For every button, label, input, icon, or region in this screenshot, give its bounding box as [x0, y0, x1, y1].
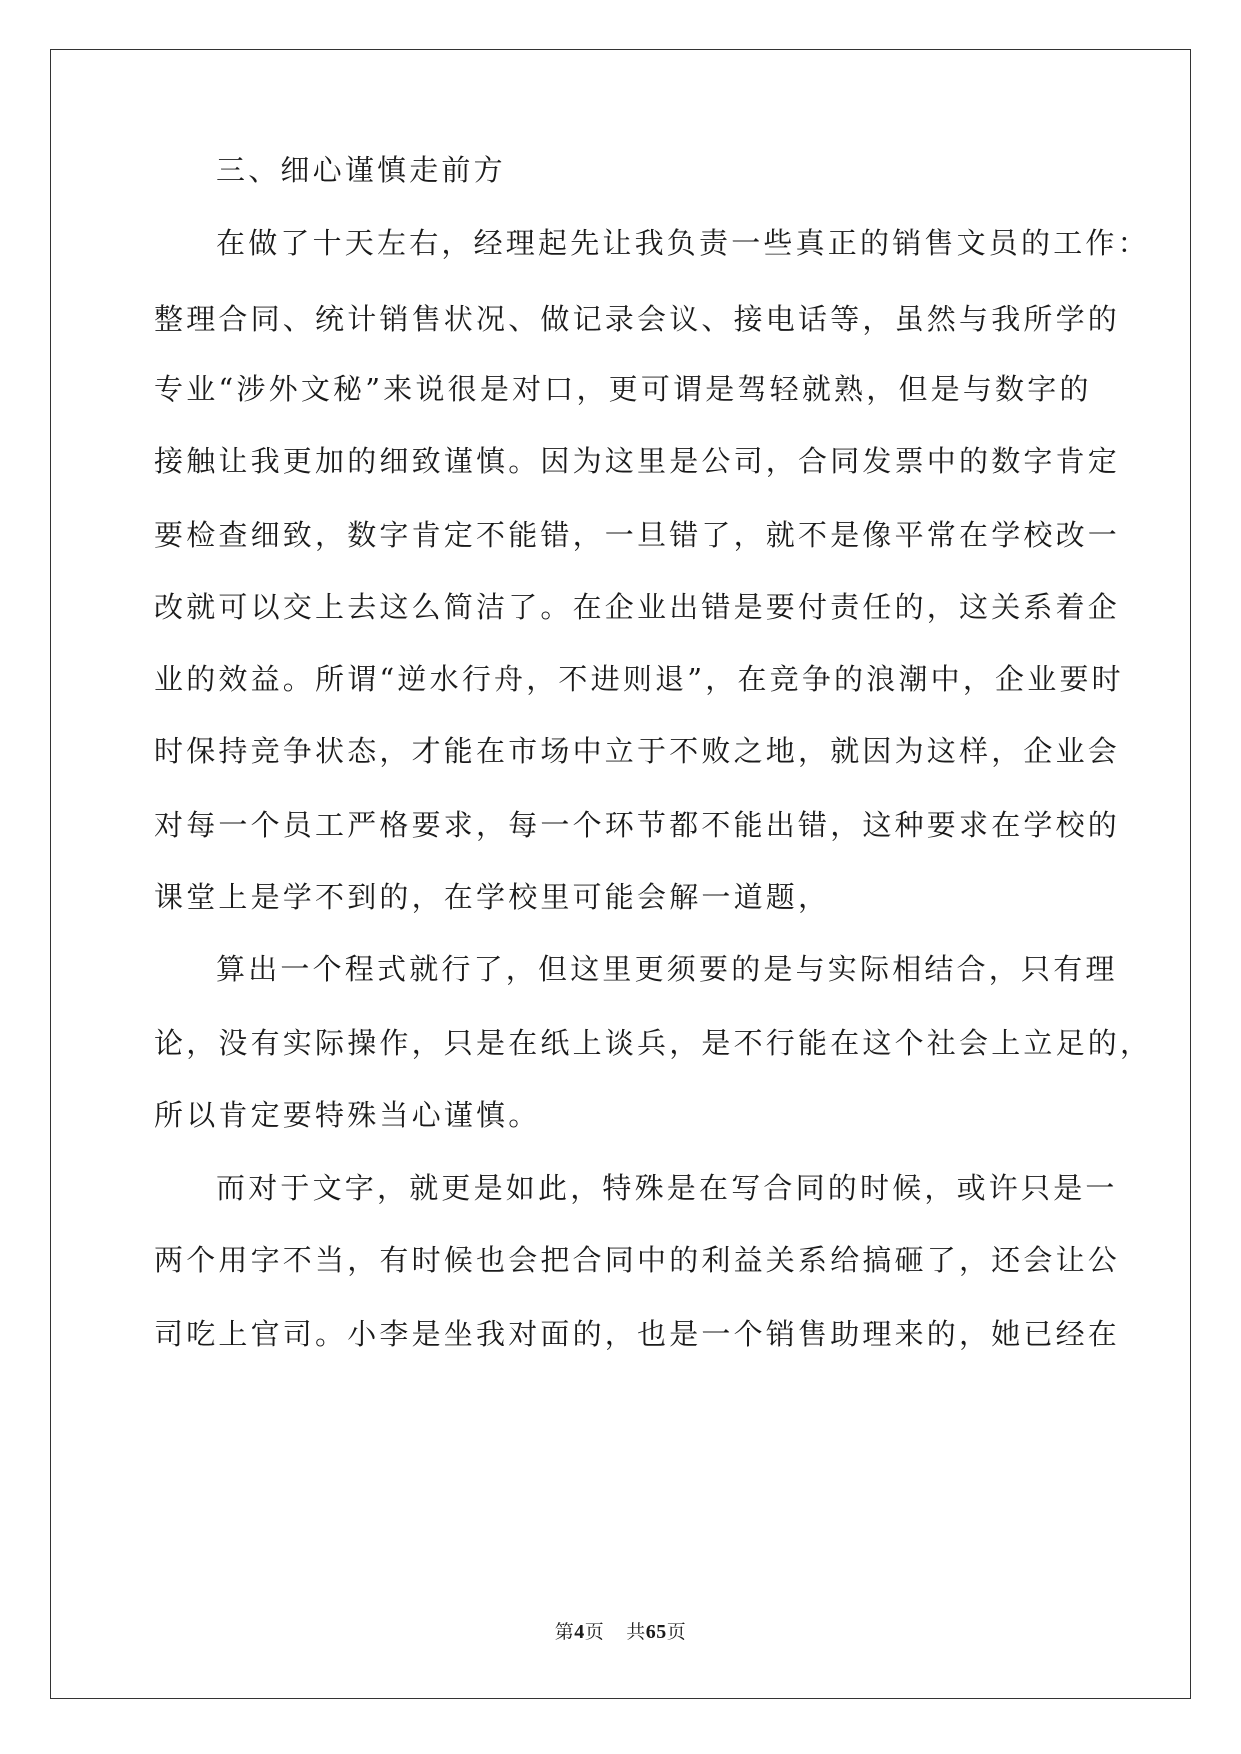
paragraph-line: 整理合同、统计销售状况、做记录会议、接电话等，虽然与我所学的: [154, 302, 1121, 336]
total-pages: 65: [645, 1621, 667, 1643]
page-footer: [0, 1620, 1241, 1644]
paragraph-line: 对每一个员工严格要求，每一个环节都不能出错，这种要求在学校的: [154, 808, 1121, 842]
paragraph-line: 课堂上是学不到的，在学校里可能会解一道题，: [154, 880, 831, 914]
paragraph-line: 时保持竞争状态，才能在市场中立于不败之地，就因为这样，企业会: [154, 734, 1121, 768]
paragraph-line: 所以肯定要特殊当心谨慎。: [154, 1098, 541, 1132]
total-suffix: 页: [666, 1621, 687, 1643]
total-prefix: 共: [626, 1621, 646, 1643]
paragraph-line: 两个用字不当，有时候也会把合同中的利益关系给搞砸了，还会让公: [154, 1243, 1121, 1277]
paragraph-line: 要检查细致，数字肯定不能错，一旦错了，就不是像平常在学校改一: [154, 518, 1121, 552]
paragraph-line: 论，没有实际操作，只是在纸上谈兵，是不行能在这个社会上立足的，: [154, 1026, 1153, 1060]
page-border: [50, 49, 1191, 1699]
page-number: 4: [574, 1621, 585, 1643]
paragraph-line: 接触让我更加的细致谨慎。因为这里是公司，合同发票中的数字肯定: [154, 444, 1121, 478]
paragraph-line: 业的效益。所谓“逆水行舟，不进则退”，在竞争的浪潮中，企业要时: [154, 662, 1124, 696]
paragraph-line: 而对于文字，就更是如此，特殊是在写合同的时候，或许只是一: [216, 1171, 1118, 1205]
paragraph-line: 司吃上官司。小李是坐我对面的，也是一个销售助理来的，她已经在: [154, 1317, 1121, 1351]
paragraph-line: 在做了十天左右，经理起先让我负责一些真正的销售文员的工作：: [216, 226, 1150, 260]
paragraph-line: 专业“涉外文秘”来说很是对口，更可谓是驾轻就熟，但是与数字的: [154, 372, 1092, 406]
paragraph-line: 改就可以交上去这么简洁了。在企业出错是要付责任的，这关系着企: [154, 590, 1121, 624]
section-heading: 三、细心谨慎走前方: [216, 153, 506, 187]
page-prefix: 第: [554, 1621, 575, 1643]
paragraph-line: 算出一个程式就行了，但这里更须要的是与实际相结合，只有理: [216, 952, 1118, 986]
page-suffix: 页: [584, 1621, 605, 1643]
